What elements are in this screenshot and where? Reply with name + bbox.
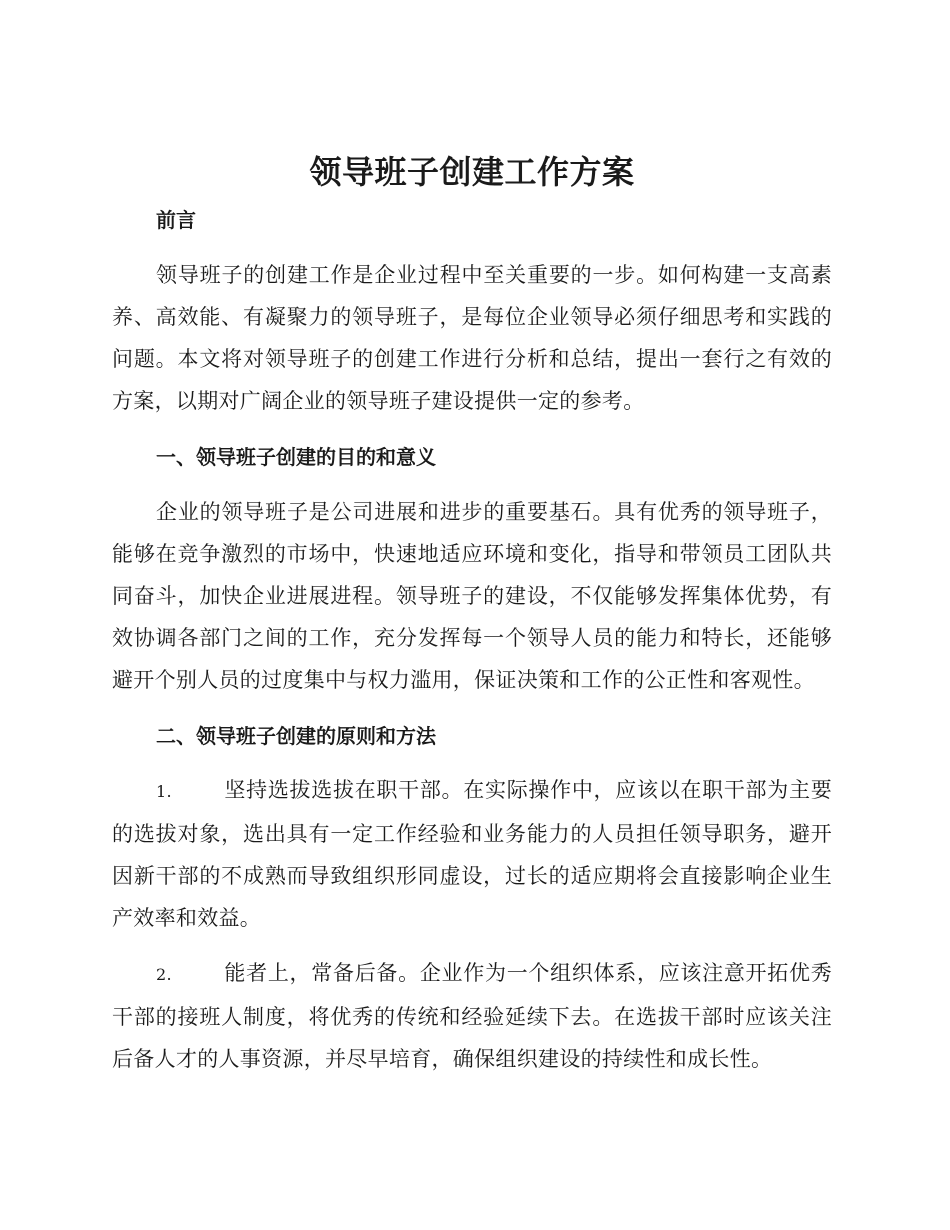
list-item-number: 1. [156, 782, 172, 801]
list-item-number: 2. [156, 965, 172, 984]
document-title: 领导班子创建工作方案 [309, 153, 635, 191]
list-item-text: 坚持选拔选拔在职干部。在实际操作中，应该以在职干部为主要的选拔对象，选出具有一定工作经验和业务能力的人员担任领导职务，避开因新干部的不成熟而导致组织形同虚设，过长的适应期将会直接影响企业生产效率和效益。 [112, 778, 832, 930]
section-heading-preface: 前言 [156, 208, 196, 232]
principle-list-item [112, 952, 832, 1080]
purpose-paragraph: 企业的领导班子是公司进展和进步的重要基石。具有优秀的领导班子，能够在竞争激烈的市场中，快速地适应环境和变化，指导和带领员工团队共同奋斗，加快企业进展进程。领导班子的建设，不仅能够发挥集体优势，有效协调各部门之间的工作，充分发挥每一个领导人员的能力和特长，还能够避开个别人员的过度集中与权力滥用，保证决策和工作的公正性和客观性。 [112, 500, 832, 692]
section-heading-purpose: 一、领导班子创建的目的和意义 [156, 445, 436, 469]
preface-paragraph: 领导班子的创建工作是企业过程中至关重要的一步。如何构建一支高素养、高效能、有凝聚力的领导班子，是每位企业领导必须仔细思考和实践的问题。本文将对领导班子的创建工作进行分析和总结，提出一套行之有效的方案，以期对广阔企业的领导班子建设提供一定的参考。 [112, 263, 832, 413]
list-item-text: 能者上，常备后备。企业作为一个组织体系，应该注意开拓优秀干部的接班人制度，将优秀的传统和经验延续下去。在选拔干部时应该关注后备人才的人事资源，并尽早培育，确保组织建设的持续性和成长性。 [112, 961, 832, 1071]
principle-list-item [112, 769, 832, 939]
section-heading-principles: 二、领导班子创建的原则和方法 [156, 724, 436, 748]
